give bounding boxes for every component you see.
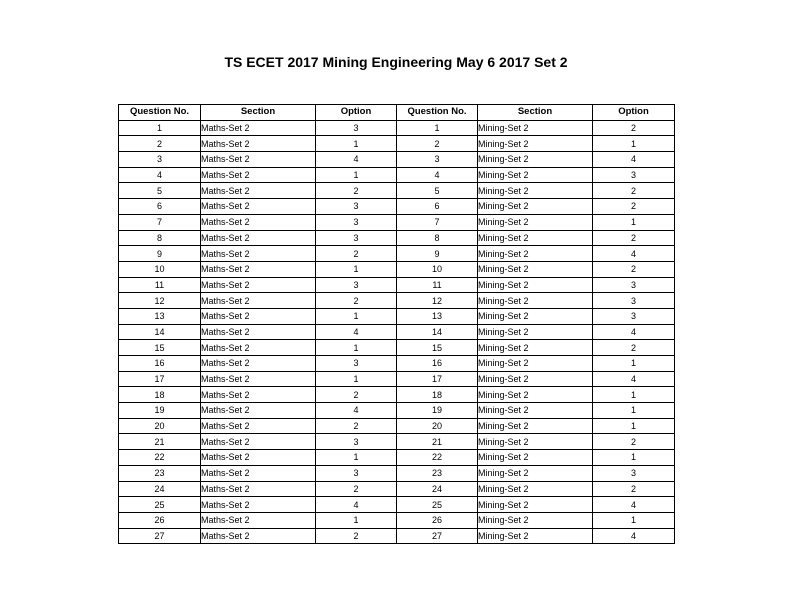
section-cell: Maths-Set 2 — [201, 497, 316, 513]
section-cell: Maths-Set 2 — [201, 308, 316, 324]
question-no-cell: 19 — [397, 403, 478, 419]
section-cell: Mining-Set 2 — [478, 136, 593, 152]
section-cell: Mining-Set 2 — [478, 167, 593, 183]
section-cell: Mining-Set 2 — [478, 152, 593, 168]
option-cell: 4 — [316, 403, 397, 419]
section-cell: Mining-Set 2 — [478, 308, 593, 324]
option-cell: 3 — [593, 167, 675, 183]
option-cell: 2 — [316, 387, 397, 403]
question-no-cell: 5 — [397, 183, 478, 199]
question-no-cell: 7 — [119, 214, 201, 230]
table-row — [119, 465, 675, 481]
section-cell: Mining-Set 2 — [478, 261, 593, 277]
question-no-cell: 20 — [397, 418, 478, 434]
section-cell: Mining-Set 2 — [478, 387, 593, 403]
option-cell: 3 — [593, 308, 675, 324]
table-row — [119, 528, 675, 544]
option-cell: 1 — [316, 371, 397, 387]
question-no-cell: 22 — [119, 450, 201, 466]
question-no-cell: 4 — [119, 167, 201, 183]
option-cell: 3 — [316, 230, 397, 246]
option-cell: 2 — [593, 199, 675, 215]
table-row — [119, 403, 675, 419]
option-cell: 2 — [316, 246, 397, 262]
section-cell: Mining-Set 2 — [478, 403, 593, 419]
table-row — [119, 183, 675, 199]
section-cell: Maths-Set 2 — [201, 152, 316, 168]
table-row — [119, 450, 675, 466]
table-header-row — [119, 105, 675, 121]
table-row — [119, 308, 675, 324]
column-header-section: Section — [201, 105, 316, 121]
option-cell: 1 — [593, 214, 675, 230]
section-cell: Mining-Set 2 — [478, 246, 593, 262]
table-row — [119, 387, 675, 403]
question-no-cell: 14 — [397, 324, 478, 340]
section-cell: Mining-Set 2 — [478, 199, 593, 215]
question-no-cell: 27 — [397, 528, 478, 544]
question-no-cell: 2 — [119, 136, 201, 152]
question-no-cell: 19 — [119, 403, 201, 419]
section-cell: Mining-Set 2 — [478, 214, 593, 230]
question-no-cell: 4 — [397, 167, 478, 183]
section-cell: Mining-Set 2 — [478, 465, 593, 481]
question-no-cell: 6 — [119, 199, 201, 215]
question-no-cell: 26 — [397, 512, 478, 528]
option-cell: 3 — [593, 465, 675, 481]
question-no-cell: 14 — [119, 324, 201, 340]
option-cell: 3 — [316, 214, 397, 230]
column-header-question-no-2: Question No. — [397, 105, 478, 121]
question-no-cell: 24 — [397, 481, 478, 497]
option-cell: 3 — [316, 356, 397, 372]
section-cell: Maths-Set 2 — [201, 199, 316, 215]
section-cell: Maths-Set 2 — [201, 293, 316, 309]
question-no-cell: 15 — [119, 340, 201, 356]
section-cell: Maths-Set 2 — [201, 481, 316, 497]
table-row — [119, 418, 675, 434]
section-cell: Mining-Set 2 — [478, 434, 593, 450]
option-cell: 1 — [593, 450, 675, 466]
option-cell: 4 — [593, 371, 675, 387]
section-cell: Mining-Set 2 — [478, 512, 593, 528]
question-no-cell: 13 — [119, 308, 201, 324]
question-no-cell: 23 — [397, 465, 478, 481]
option-cell: 4 — [316, 152, 397, 168]
option-cell: 1 — [316, 450, 397, 466]
question-no-cell: 10 — [397, 261, 478, 277]
question-no-cell: 16 — [119, 356, 201, 372]
question-no-cell: 7 — [397, 214, 478, 230]
option-cell: 3 — [316, 465, 397, 481]
question-no-cell: 18 — [397, 387, 478, 403]
option-cell: 2 — [593, 230, 675, 246]
table-row — [119, 481, 675, 497]
question-no-cell: 8 — [119, 230, 201, 246]
section-cell: Mining-Set 2 — [478, 120, 593, 136]
section-cell: Maths-Set 2 — [201, 403, 316, 419]
section-cell: Maths-Set 2 — [201, 434, 316, 450]
section-cell: Mining-Set 2 — [478, 528, 593, 544]
option-cell: 3 — [316, 434, 397, 450]
question-no-cell: 16 — [397, 356, 478, 372]
section-cell: Maths-Set 2 — [201, 167, 316, 183]
question-no-cell: 9 — [119, 246, 201, 262]
option-cell: 4 — [593, 528, 675, 544]
question-no-cell: 2 — [397, 136, 478, 152]
section-cell: Maths-Set 2 — [201, 528, 316, 544]
question-no-cell: 3 — [119, 152, 201, 168]
page-title: TS ECET 2017 Mining Engineering May 6 2017 Set 2 — [224, 54, 568, 70]
section-cell: Maths-Set 2 — [201, 120, 316, 136]
table-row — [119, 152, 675, 168]
option-cell: 2 — [593, 481, 675, 497]
section-cell: Maths-Set 2 — [201, 183, 316, 199]
section-cell: Maths-Set 2 — [201, 214, 316, 230]
section-cell: Maths-Set 2 — [201, 230, 316, 246]
question-no-cell: 26 — [119, 512, 201, 528]
question-no-cell: 9 — [397, 246, 478, 262]
option-cell: 4 — [593, 497, 675, 513]
table-row — [119, 371, 675, 387]
option-cell: 1 — [316, 512, 397, 528]
table-row — [119, 340, 675, 356]
table-row — [119, 356, 675, 372]
table-row — [119, 246, 675, 262]
section-cell: Maths-Set 2 — [201, 465, 316, 481]
question-no-cell: 27 — [119, 528, 201, 544]
question-no-cell: 5 — [119, 183, 201, 199]
option-cell: 2 — [316, 418, 397, 434]
question-no-cell: 18 — [119, 387, 201, 403]
column-header-option: Option — [316, 105, 397, 121]
option-cell: 4 — [593, 324, 675, 340]
question-no-cell: 10 — [119, 261, 201, 277]
option-cell: 3 — [593, 277, 675, 293]
question-no-cell: 25 — [397, 497, 478, 513]
option-cell: 4 — [593, 152, 675, 168]
section-cell: Maths-Set 2 — [201, 246, 316, 262]
option-cell: 1 — [593, 136, 675, 152]
answer-key-table — [118, 104, 675, 544]
question-no-cell: 22 — [397, 450, 478, 466]
table-row — [119, 293, 675, 309]
table-row — [119, 167, 675, 183]
table-row — [119, 434, 675, 450]
question-no-cell: 11 — [397, 277, 478, 293]
table-body — [119, 120, 675, 544]
section-cell: Maths-Set 2 — [201, 371, 316, 387]
option-cell: 2 — [316, 481, 397, 497]
section-cell: Mining-Set 2 — [478, 183, 593, 199]
option-cell: 2 — [316, 183, 397, 199]
section-cell: Maths-Set 2 — [201, 340, 316, 356]
question-no-cell: 1 — [397, 120, 478, 136]
section-cell: Mining-Set 2 — [478, 277, 593, 293]
option-cell: 2 — [593, 120, 675, 136]
section-cell: Mining-Set 2 — [478, 497, 593, 513]
table-row — [119, 230, 675, 246]
column-header-option-2: Option — [593, 105, 675, 121]
question-no-cell: 23 — [119, 465, 201, 481]
option-cell: 1 — [316, 261, 397, 277]
section-cell: Maths-Set 2 — [201, 418, 316, 434]
section-cell: Maths-Set 2 — [201, 512, 316, 528]
table-row — [119, 324, 675, 340]
table-row — [119, 512, 675, 528]
section-cell: Mining-Set 2 — [478, 356, 593, 372]
table-row — [119, 136, 675, 152]
question-no-cell: 1 — [119, 120, 201, 136]
question-no-cell: 3 — [397, 152, 478, 168]
question-no-cell: 11 — [119, 277, 201, 293]
option-cell: 4 — [593, 246, 675, 262]
question-no-cell: 15 — [397, 340, 478, 356]
option-cell: 2 — [316, 528, 397, 544]
section-cell: Mining-Set 2 — [478, 324, 593, 340]
table-row — [119, 214, 675, 230]
option-cell: 1 — [316, 308, 397, 324]
option-cell: 3 — [316, 199, 397, 215]
option-cell: 1 — [316, 167, 397, 183]
option-cell: 2 — [593, 261, 675, 277]
question-no-cell: 13 — [397, 308, 478, 324]
question-no-cell: 21 — [119, 434, 201, 450]
section-cell: Mining-Set 2 — [478, 418, 593, 434]
option-cell: 4 — [316, 497, 397, 513]
option-cell: 2 — [316, 293, 397, 309]
question-no-cell: 12 — [397, 293, 478, 309]
question-no-cell: 17 — [119, 371, 201, 387]
option-cell: 3 — [316, 120, 397, 136]
column-header-section-2: Section — [478, 105, 593, 121]
question-no-cell: 25 — [119, 497, 201, 513]
option-cell: 2 — [593, 340, 675, 356]
section-cell: Maths-Set 2 — [201, 136, 316, 152]
option-cell: 1 — [593, 512, 675, 528]
section-cell: Mining-Set 2 — [478, 230, 593, 246]
question-no-cell: 17 — [397, 371, 478, 387]
section-cell: Maths-Set 2 — [201, 324, 316, 340]
option-cell: 3 — [316, 277, 397, 293]
option-cell: 4 — [316, 324, 397, 340]
section-cell: Maths-Set 2 — [201, 277, 316, 293]
option-cell: 1 — [316, 136, 397, 152]
question-no-cell: 20 — [119, 418, 201, 434]
table-row — [119, 199, 675, 215]
section-cell: Mining-Set 2 — [478, 481, 593, 497]
option-cell: 1 — [593, 403, 675, 419]
question-no-cell: 8 — [397, 230, 478, 246]
section-cell: Mining-Set 2 — [478, 450, 593, 466]
section-cell: Mining-Set 2 — [478, 371, 593, 387]
table-row — [119, 261, 675, 277]
section-cell: Maths-Set 2 — [201, 356, 316, 372]
question-no-cell: 6 — [397, 199, 478, 215]
section-cell: Mining-Set 2 — [478, 293, 593, 309]
question-no-cell: 21 — [397, 434, 478, 450]
option-cell: 2 — [593, 183, 675, 199]
option-cell: 1 — [316, 340, 397, 356]
question-no-cell: 24 — [119, 481, 201, 497]
option-cell: 1 — [593, 356, 675, 372]
table-row — [119, 277, 675, 293]
option-cell: 3 — [593, 293, 675, 309]
question-no-cell: 12 — [119, 293, 201, 309]
option-cell: 1 — [593, 418, 675, 434]
table-row — [119, 120, 675, 136]
section-cell: Maths-Set 2 — [201, 261, 316, 277]
table-row — [119, 497, 675, 513]
option-cell: 1 — [593, 387, 675, 403]
section-cell: Mining-Set 2 — [478, 340, 593, 356]
option-cell: 2 — [593, 434, 675, 450]
section-cell: Maths-Set 2 — [201, 387, 316, 403]
section-cell: Maths-Set 2 — [201, 450, 316, 466]
column-header-question-no: Question No. — [119, 105, 201, 121]
